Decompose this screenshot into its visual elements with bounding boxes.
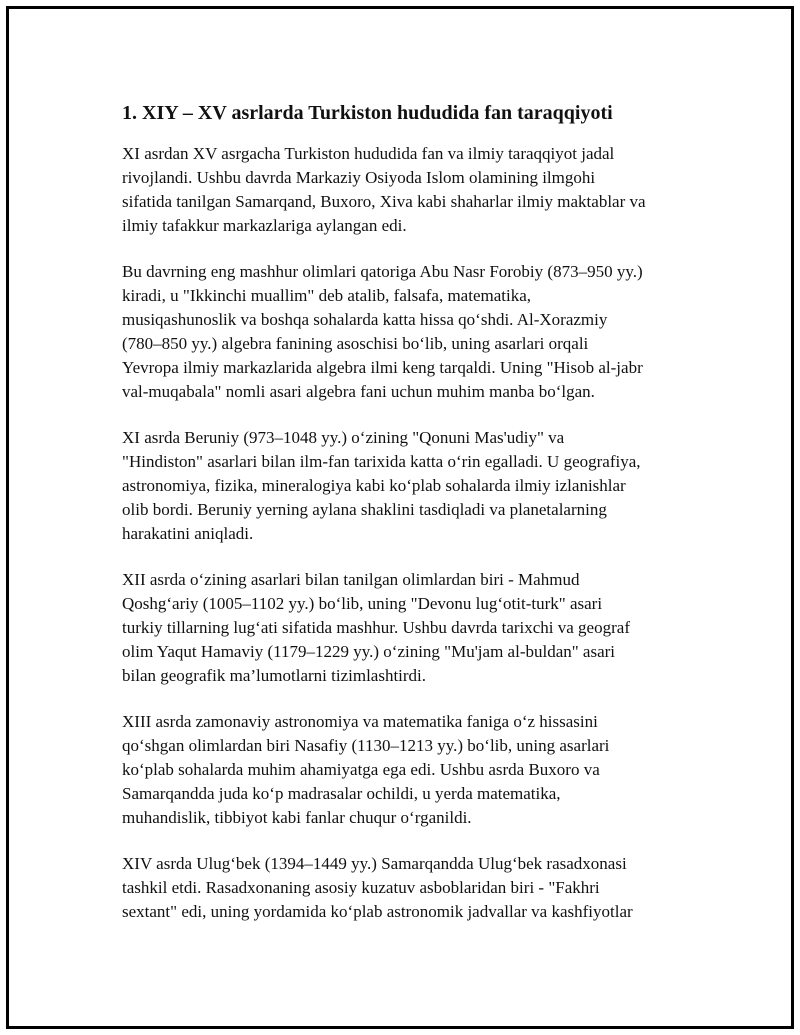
page-frame	[6, 6, 794, 1029]
paragraph-line: Bu davrning eng mashhur olimlari qatoriga Abu Nasr Forobiy (873–950 yy.)	[122, 262, 643, 281]
paragraph-line: rivojlandi. Ushbu davrda Markaziy Osiyoda Islom olamining ilmgohi	[122, 168, 596, 187]
paragraph-5	[122, 710, 702, 830]
paragraph-line: Qoshg‘ariy (1005–1102 yy.) bo‘lib, uning "Devonu lug‘otit-turk" asari	[122, 594, 603, 613]
paragraph-line: (780–850 yy.) algebra fanining asoschisi bo‘lib, uning asarlari orqali	[122, 334, 589, 353]
paragraph-line: XI asrda Beruniy (973–1048 yy.) o‘zining "Qonuni Mas'udiy" va	[122, 428, 565, 447]
paragraph-3	[122, 426, 702, 546]
paragraph-line: sifatida tanilgan Samarqand, Buxoro, Xiva kabi shaharlar ilmiy maktablar va	[122, 192, 646, 211]
paragraph-line: XIV asrda Ulug‘bek (1394–1449 yy.) Samarqandda Ulug‘bek rasadxonasi	[122, 854, 627, 873]
paragraph-line: XI asrdan XV asrgacha Turkiston hududida fan va ilmiy taraqqiyot jadal	[122, 144, 615, 163]
paragraph-line: "Hindiston" asarlari bilan ilm-fan tarixida katta o‘rin egalladi. U geografiya,	[122, 452, 641, 471]
paragraph-line: Yevropa ilmiy markazlarida algebra ilmi keng tarqaldi. Uning "Hisob al-jabr	[122, 358, 643, 377]
paragraph-line: XII asrda o‘zining asarlari bilan tanilgan olimlardan biri - Mahmud	[122, 570, 580, 589]
paragraph-line: muhandislik, tibbiyot kabi fanlar chuqur o‘rganildi.	[122, 808, 472, 827]
paragraph-line: olib bordi. Beruniy yerning aylana shaklini tasdiqladi va planetalarning	[122, 500, 607, 519]
paragraph-line: qo‘shgan olimlardan biri Nasafiy (1130–1213 yy.) bo‘lib, uning asarlari	[122, 736, 610, 755]
paragraph-line: XIII asrda zamonaviy astronomiya va matematika faniga o‘z hissasini	[122, 712, 598, 731]
paragraph-1	[122, 142, 702, 238]
paragraph-line: ko‘plab sohalarda muhim ahamiyatga ega edi. Ushbu asrda Buxoro va	[122, 760, 600, 779]
paragraph-line: tashkil etdi. Rasadxonaning asosiy kuzatuv asboblaridan biri - "Fakhri	[122, 878, 600, 897]
paragraph-line: turkiy tillarning lug‘ati sifatida mashhur. Ushbu davrda tarixchi va geograf	[122, 618, 630, 637]
paragraph-4	[122, 568, 702, 688]
paragraph-line: astronomiya, fizika, mineralogiya kabi ko‘plab sohalarda ilmiy izlanishlar	[122, 476, 626, 495]
document-body	[122, 100, 702, 946]
paragraph-6	[122, 852, 702, 924]
paragraph-line: harakatini aniqladi.	[122, 524, 254, 543]
paragraph-2	[122, 260, 702, 404]
paragraph-line: Samarqandda juda ko‘p madrasalar ochildi, u yerda matematika,	[122, 784, 561, 803]
paragraph-line: bilan geografik ma’lumotlarni tizimlashtirdi.	[122, 666, 427, 685]
section-heading: 1. XIY – XV asrlarda Turkiston hududida fan taraqqiyoti	[122, 102, 613, 124]
paragraph-line: olim Yaqut Hamaviy (1179–1229 yy.) o‘zining "Mu'jam al-buldan" asari	[122, 642, 616, 661]
paragraph-line: sextant" edi, uning yordamida ko‘plab astronomik jadvallar va kashfiyotlar	[122, 902, 633, 921]
paragraph-line: musiqashunoslik va boshqa sohalarda katta hissa qo‘shdi. Al-Xorazmiy	[122, 310, 608, 329]
paragraph-line: ilmiy tafakkur markazlariga aylangan edi.	[122, 216, 407, 235]
paragraph-line: val-muqabala" nomli asari algebra fani uchun muhim manba bo‘lgan.	[122, 382, 595, 401]
paragraph-line: kiradi, u "Ikkinchi muallim" deb atalib, falsafa, matematika,	[122, 286, 531, 305]
